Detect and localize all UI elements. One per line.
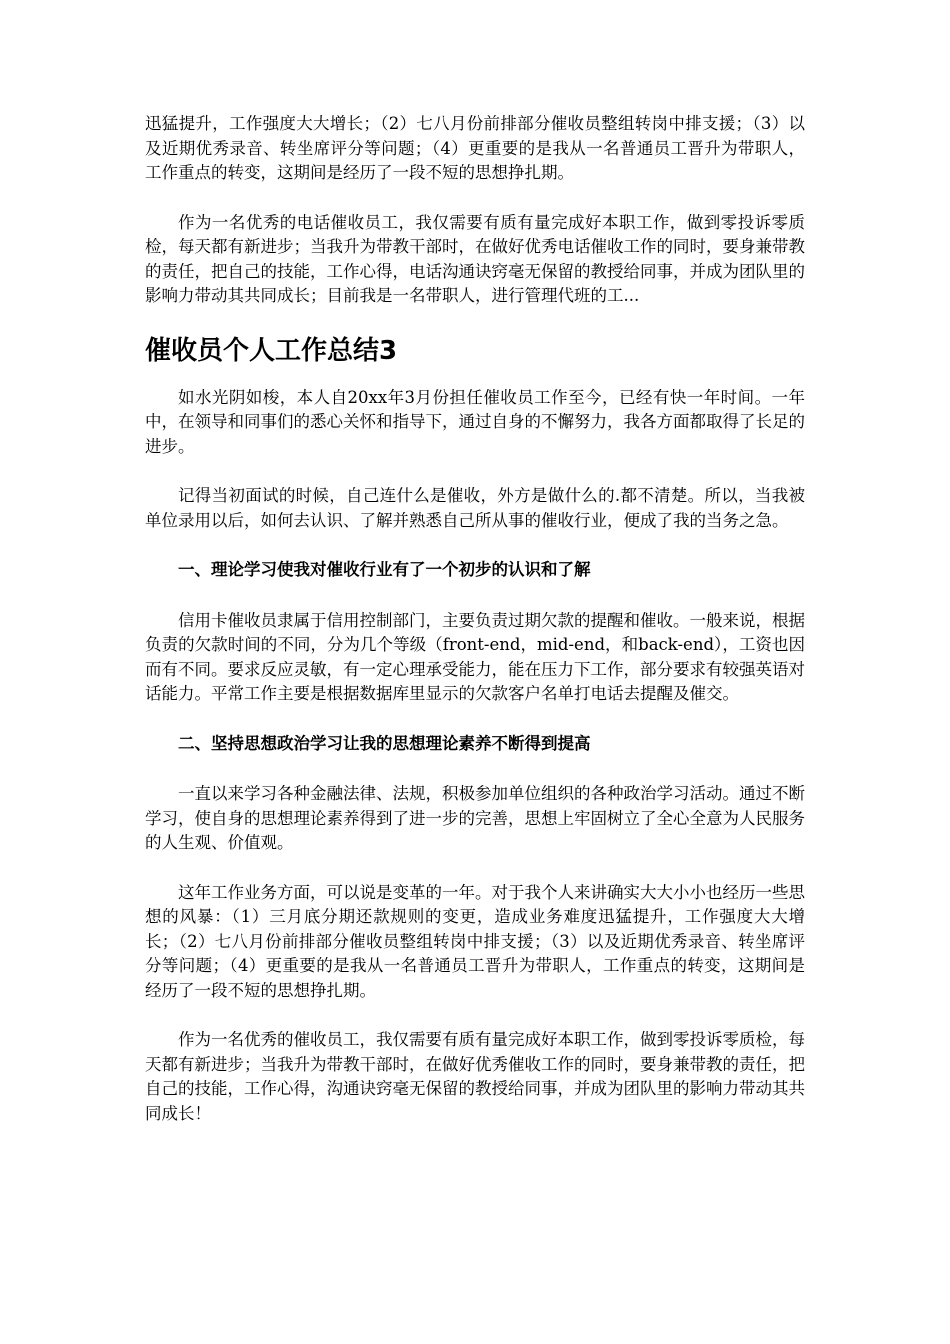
paragraph: 信用卡催收员隶属于信用控制部门，主要负责过期欠款的提醒和催收。一般来说，根据负责的欠款时间的不同，分为几个等级（front-end，mid-end，和back-end），工资也因而有不同。要求反应灵敏，有一定心理承受能力，能在压力下工作，部分要求有较强英语对话能力。平常工作主要是根据数据库里显示的欠款客户名单打电话去提醒及催交。 — [145, 610, 805, 703]
paragraph: 作为一名优秀的电话催收员工，我仅需要有质有量完成好本职工作，做到零投诉零质检，每天都有新进步；当我升为带教干部时，在做好优秀电话催收工作的同时，要身兼带教的责任，把自己的技能，工作心得，电话沟通诀窍毫无保留的教授给同事，并成为团队里的影响力带动其共同成长；目前我是一名带职人，进行管理代班的工... — [145, 212, 805, 305]
subheading: 二、坚持思想政治学习让我的思想理论素养不断得到提高 — [178, 733, 591, 753]
subheading: 一、理论学习使我对催收行业有了一个初步的认识和了解 — [178, 560, 591, 579]
paragraph-continued: 迅猛提升，工作强度大大增长；（2）七八月份前排部分催收员整组转岗中排支援；（3）以及近期优秀录音、转坐席评分等问题；（4）更重要的是我从一名普通员工晋升为带职人，工作重点的转变，这期间是经历了一段不短的思想挣扎期。 — [145, 114, 805, 182]
paragraph: 一直以来学习各种金融法律、法规，积极参加单位组织的各种政治学习活动。通过不断学习，使自身的思想理论素养得到了进一步的完善，思想上牢固树立了全心全意为人民服务的人生观、价值观。 — [145, 784, 805, 852]
paragraph: 如水光阴如梭，本人自20xx年3月份担任催收员工作至今，已经有快一年时间。一年中，在领导和同事们的悉心关怀和指导下，通过自身的不懈努力，我各方面都取得了长足的进步。 — [145, 387, 805, 456]
section-title: 催收员个人工作总结3 — [145, 335, 398, 366]
paragraph: 记得当初面试的时候，自己连什么是催收，外方是做什么的.都不清楚。所以，当我被单位录用以后，如何去认识、了解并熟悉自己所从事的催收行业，便成了我的当务之急。 — [145, 486, 805, 530]
paragraph: 作为一名优秀的催收员工，我仅需要有质有量完成好本职工作，做到零投诉零质检，每天都有新进步；当我升为带教干部时，在做好优秀催收工作的同时，要身兼带教的责任，把自己的技能，工作心得，沟通诀窍毫无保留的教授给同事，并成为团队里的影响力带动其共同成长！ — [145, 1030, 805, 1123]
paragraph: 这年工作业务方面，可以说是变革的一年。对于我个人来讲确实大大小小也经历一些思想的风暴：（1）三月底分期还款规则的变更，造成业务难度迅猛提升，工作强度大大增长；（2）七八月份前排部分催收员整组转岗中排支援；（3）以及近期优秀录音、转坐席评分等问题；（4）更重要的是我从一名普通员工晋升为带职人，工作重点的转变，这期间是经历了一段不短的思想挣扎期。 — [145, 882, 805, 1000]
document-body — [145, 112, 805, 1151]
